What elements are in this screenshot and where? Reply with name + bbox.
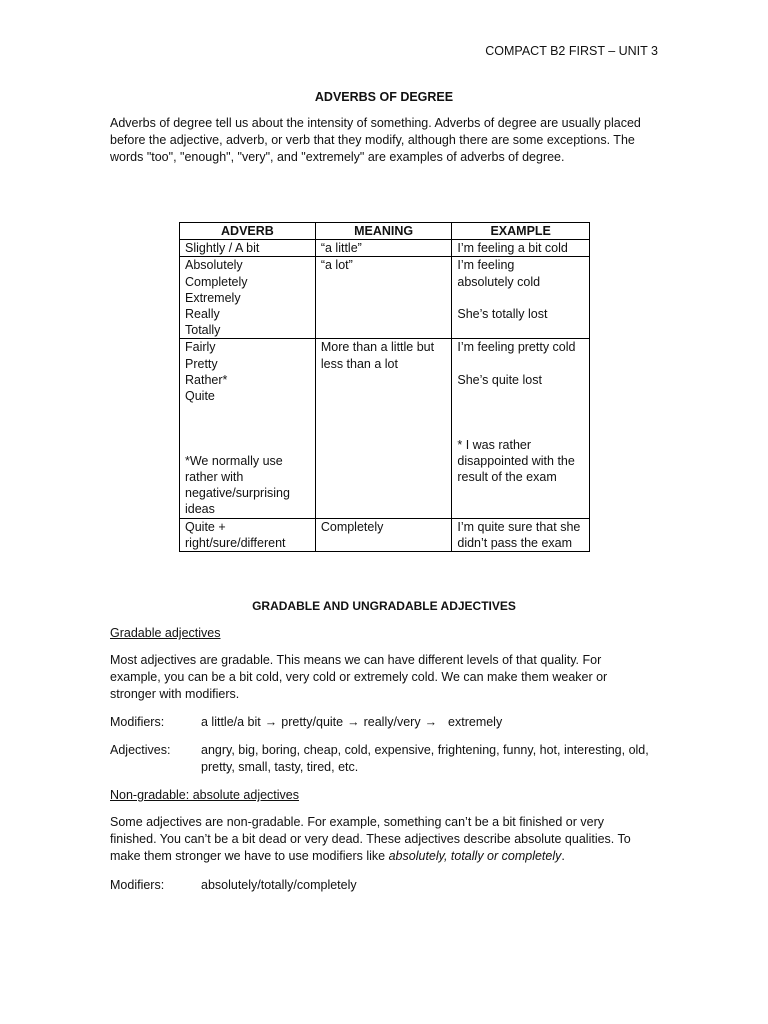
nongradable-end: . (561, 849, 565, 863)
arrow-right-icon: → (424, 715, 438, 729)
table-cell-adverb (180, 257, 316, 339)
table-cell-example (452, 240, 590, 257)
nongradable-heading: Non-gradable: absolute adjectives (110, 788, 300, 802)
adjectives-list: angry, big, boring, cheap, cold, expensive, frightening, funny, hot, interesting, old, pretty, small, tasty, tired, etc. (201, 743, 649, 774)
gradable-heading: Gradable adjectives (110, 626, 221, 640)
adjectives-row (110, 742, 670, 778)
cell-text: “a lot” (320, 258, 353, 273)
adverbs-table (179, 222, 590, 552)
table-cell-example (452, 518, 590, 551)
table-cell-example (452, 339, 590, 518)
intro-paragraph (110, 115, 650, 166)
cell-text: Quite + right/sure/different (185, 519, 286, 550)
table-row (180, 257, 590, 339)
nongradable-italic: absolutely, totally or completely (388, 849, 562, 863)
section-title-adjectives: GRADABLE AND UNGRADABLE ADJECTIVES (252, 599, 516, 613)
table-cell-adverb (180, 240, 316, 257)
table-row (180, 518, 590, 551)
cell-text: Slightly / A bit (185, 241, 260, 256)
column-header: MEANING (315, 223, 452, 240)
table-cell-adverb (180, 518, 316, 551)
modifier-step: a little/a bit (201, 715, 261, 729)
cell-text: I’m feeling absolutely cold She’s totally lost (457, 258, 548, 322)
modifiers2-value: absolutely/totally/completely (201, 878, 357, 892)
cell-text: I’m quite sure that she didn’t pass the exam (457, 519, 581, 550)
table-cell-adverb (180, 339, 316, 518)
cell-text: More than a little but less than a lot (320, 340, 435, 371)
section-title-adverbs: ADVERBS OF DEGREE (314, 90, 454, 104)
column-header: ADVERB (180, 223, 316, 240)
cell-text: I’m feeling pretty cold She’s quite lost * I was rather disappointed with the result of the exam (457, 340, 576, 485)
table-cell-meaning (315, 240, 452, 257)
column-header: EXAMPLE (452, 223, 590, 240)
cell-text: I’m feeling a bit cold (457, 241, 568, 256)
cell-text: Absolutely Completely Extremely Really Totally (185, 258, 248, 338)
modifiers-scale (201, 714, 661, 731)
modifiers-label: Modifiers: (110, 715, 165, 729)
document-header: COMPACT B2 FIRST – UNIT 3 (485, 44, 658, 58)
cell-text: Fairly Pretty Rather* Quite *We normally use rather with negative/surprising ideas (185, 340, 290, 517)
arrow-right-icon: → (264, 715, 278, 729)
cell-text: Completely (320, 519, 384, 534)
table-cell-meaning (315, 339, 452, 518)
adjectives-label: Adjectives: (110, 743, 171, 757)
table-header-row (180, 223, 590, 240)
modifier-step: really/very (363, 715, 421, 729)
nongradable-paragraph (110, 814, 650, 865)
table-row (180, 240, 590, 257)
table-cell-meaning (315, 518, 452, 551)
arrow-right-icon: → (347, 715, 360, 729)
modifier-step: pretty/quite (281, 715, 344, 729)
gradable-paragraph: Most adjectives are gradable. This means we can have different levels of that quality. For example, you can be a bit cold, very cold or extremely cold. We can make them weaker or stronger with modifiers. (110, 653, 608, 701)
table-cell-example (452, 257, 590, 339)
intro-text: Adverbs of degree tell us about the intensity of something. Adverbs of degree are usually placed before the adjective, adverb, or verb that they modify, although there are some exceptions. The words "too", "enough", "very", and "extremely" are examples of adverbs of degree. (110, 116, 641, 164)
cell-text: “a little” (320, 241, 362, 256)
nongradable-text: Some adjectives are non-gradable. For example, something can’t be a bit finished or very finished. You can’t be a bit dead or very dead. These adjectives describe absolute qualities. To make them stronger we have to use modifiers like (110, 815, 631, 863)
table-cell-meaning (315, 257, 452, 339)
modifier-step: extremely (448, 715, 503, 729)
table-row (180, 339, 590, 518)
modifiers2-label: Modifiers: (110, 878, 165, 892)
